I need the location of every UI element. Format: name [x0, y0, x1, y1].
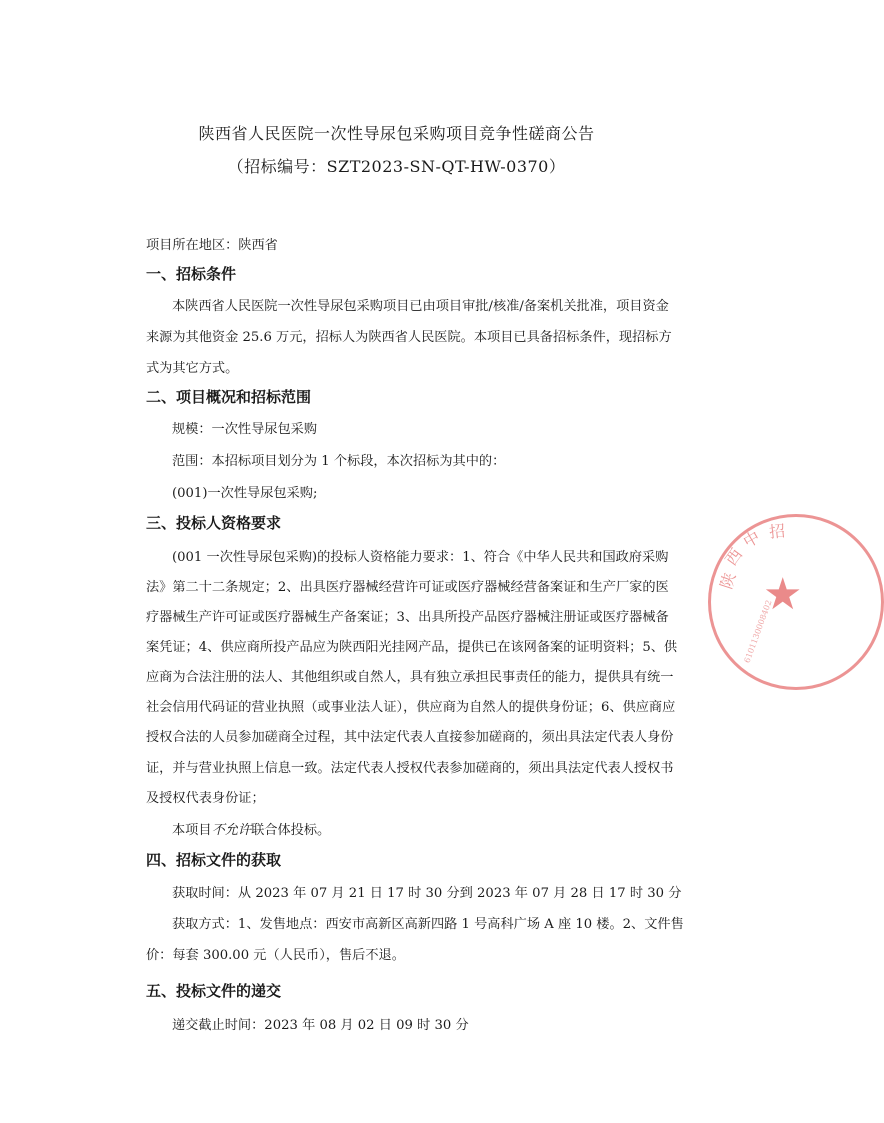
document-acquisition-time: 获取时间：从 2023 年 07 月 21 日 17 时 30 分到 2023 年 07 月 28 日 17 时 30 分: [172, 886, 682, 901]
section-2-lot: (001)一次性导尿包采购;: [172, 486, 318, 501]
section-3-line-8: 证，并与营业执照上信息一致。法定代表人授权代表参加磋商的，须出具法定代表人授权书: [146, 761, 674, 776]
seal-char-1: 陕: [716, 570, 740, 592]
document-acquisition-method-1: 获取方式：1、发售地点：西安市高新区高新四路 1 号高科广场 A 座 10 楼。2、文件售: [172, 917, 684, 932]
seal-number: 6101130008402: [742, 598, 774, 665]
section-heading-1: 一、招标条件: [146, 265, 237, 283]
section-3-line-3: 疗器械生产许可证或医疗器械生产备案证；3、出具所投产品医疗器械注册证或医疗器械备: [146, 610, 669, 625]
section-heading-3: 三、投标人资格要求: [146, 514, 282, 532]
section-3-line-9: 及授权代表身份证；: [146, 791, 265, 806]
document-title: 陕西省人民医院一次性导尿包采购项目竞争性磋商公告: [198, 124, 595, 143]
consortium-pre: 本项目: [172, 823, 212, 838]
seal-char-3: 中: [739, 527, 764, 552]
section-3-line-5: 应商为合法注册的法人、其他组织或自然人，具有独立承担民事责任的能力，提供具有统一: [146, 670, 674, 685]
official-seal: [708, 514, 884, 690]
section-1-line-2: 来源为其他资金 25.6 万元，招标人为陕西省人民医院。本项目已具备招标条件，现招标方: [146, 330, 672, 345]
seal-star-icon: ★: [763, 569, 803, 620]
section-1-line-1: 本陕西省人民医院一次性导尿包采购项目已由项目审批/核准/备案机关批准，项目资金: [172, 299, 669, 314]
section-heading-5: 五、投标文件的递交: [146, 982, 282, 1000]
section-heading-2: 二、项目概况和招标范围: [146, 388, 312, 406]
section-3-line-6: 社会信用代码证的营业执照（或事业法人证），供应商为自然人的提供身份证；6、供应商应: [146, 700, 676, 715]
section-heading-4: 四、招标文件的获取: [146, 851, 282, 869]
section-2-scale: 规模：一次性导尿包采购: [172, 422, 318, 437]
consortium-statement: [172, 819, 330, 838]
section-3-line-2: 法》第二十二条规定；2、出具医疗器械经营许可证或医疗器械经营备案证和生产厂家的医: [146, 580, 669, 595]
project-region: 项目所在地区：陕西省: [146, 238, 278, 253]
section-3-line-4: 案凭证；4、供应商所投产品应为陕西阳光挂网产品，提供已在该网备案的证明资料；5、供: [146, 640, 678, 655]
consortium-post: 联合体投标。: [251, 823, 331, 838]
section-2-scope: 范围：本招标项目划分为 1 个标段，本次招标为其中的：: [172, 454, 506, 469]
tender-number: （招标编号：SZT2023-SN-QT-HW-0370）: [227, 157, 566, 176]
section-1-line-3: 式为其它方式。: [146, 361, 239, 376]
consortium-not-allowed: 不允许: [211, 823, 252, 838]
seal-char-2: 西: [721, 545, 747, 570]
section-3-line-7: 授权合法的人员参加磋商全过程，其中法定代表人直接参加磋商的，须出具法定代表人身份: [146, 730, 674, 745]
document-acquisition-method-2: 价：每套 300.00 元（人民币），售后不退。: [146, 948, 405, 963]
submission-deadline: 递交截止时间：2023 年 08 月 02 日 09 时 30 分: [172, 1018, 469, 1033]
section-3-line-1: (001 一次性导尿包采购)的投标人资格能力要求：1、符合《中华人民共和国政府采购: [172, 550, 669, 565]
seal-char-4: 招: [768, 521, 787, 542]
